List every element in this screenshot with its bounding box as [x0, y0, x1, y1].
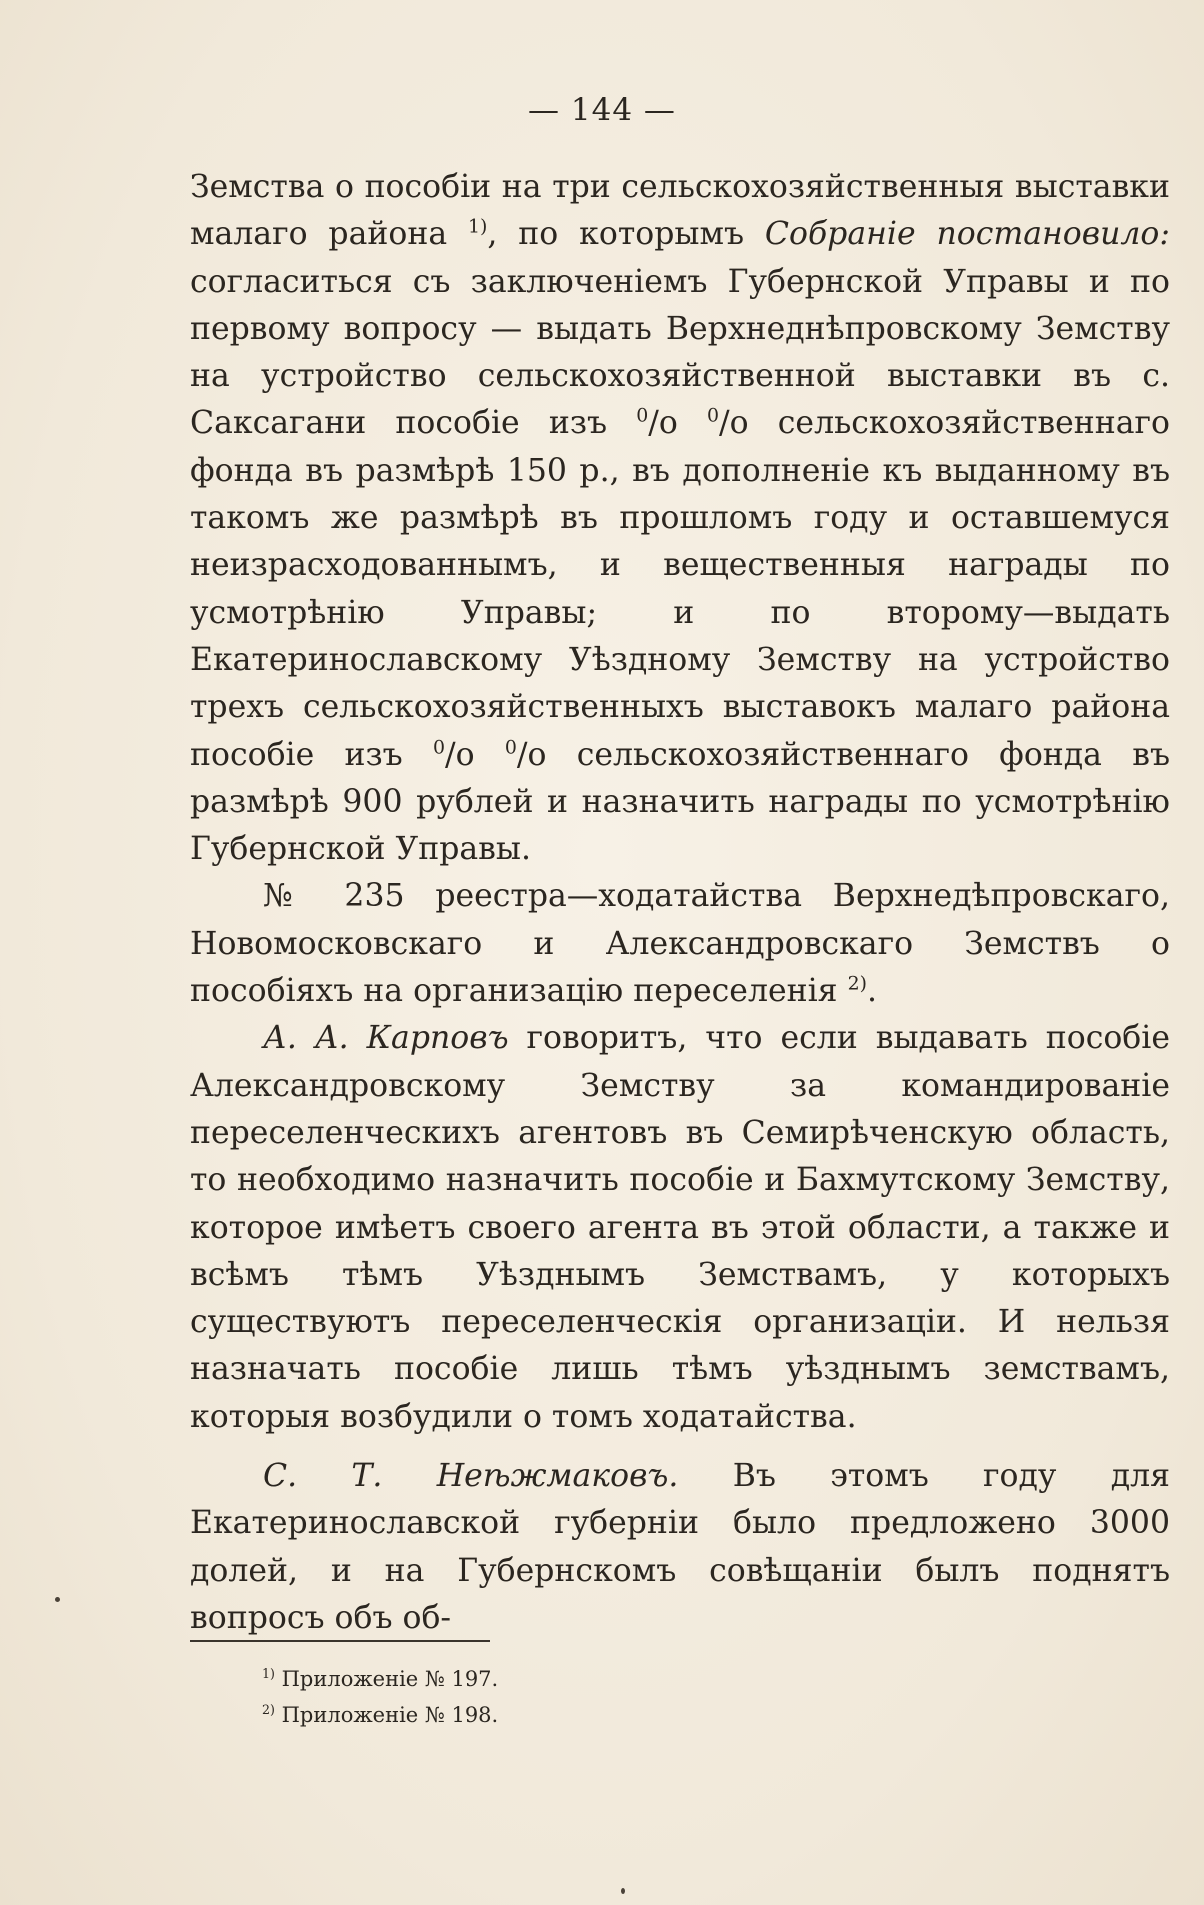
- text-run: , по которымъ: [487, 216, 765, 253]
- text-run: .: [866, 973, 877, 1010]
- text-run: /о: [445, 736, 505, 773]
- paragraph: [190, 873, 1170, 1015]
- body-text: [190, 164, 1170, 1642]
- footnote-marker: 1): [468, 215, 488, 238]
- footnote-text: Приложеніе № 198.: [274, 1703, 499, 1727]
- paragraph: [190, 1453, 1170, 1642]
- footnote-marker: 0: [432, 736, 446, 759]
- footnote-number: 2): [262, 1702, 275, 1717]
- speaker-name: Собраніе постановило:: [764, 216, 1170, 253]
- text-run: согласиться съ заключеніемъ Губернской Управы и по первому вопросу — выдать Верхнеднѣпровскому Земству на устройство сельскохозяйственной выставки въ с. Саксагани пособіе изъ: [190, 263, 1170, 442]
- text-run: Земства о пособіи на три сельскохозяйственныя выставки малаго района: [190, 169, 1170, 253]
- footnote-marker: 0: [707, 404, 720, 427]
- footnote-number: 1): [262, 1666, 275, 1681]
- footnote: [262, 1697, 498, 1733]
- text-run: /о сельскохозяйственнаго фонда въ размѣрѣ 150 р., въ дополненіе къ выданному въ такомъ же размѣрѣ въ прошломъ году и оставшемуся неизрасходованнымъ, и вещественныя награды по усмотрѣнію Управы; и по второму—выдать Екатеринославскому Уѣздному Земству на устройство трехъ сельскохозяйственныхъ выставокъ малаго района пособіе изъ: [190, 405, 1170, 773]
- text-run: /о сельскохозяйственнаго фонда въ размѣрѣ 900 рублей и назначить награды по усмотрѣнію Губернской Управы.: [190, 736, 1170, 868]
- footnote-text: Приложеніе № 197.: [274, 1667, 499, 1691]
- footnote-marker: 2): [847, 972, 867, 995]
- speaker-name: С. Т. Неѣжмаковъ.: [263, 1458, 679, 1495]
- footnote: [262, 1661, 498, 1697]
- footnotes: [262, 1661, 498, 1733]
- text-run: говоритъ, что если выдавать пособіе Александровскому Земству за командированіе переселенческихъ агентовъ въ Семирѣченскую область, то необходимо назначить пособіе и Бахмутскому Земству, которое имѣетъ своего агента въ этой области, а также и всѣмъ тѣмъ Уѣзднымъ Земствамъ, у которыхъ существуютъ переселенческія организаціи. И нельзя назначать пособіе лишь тѣмъ уѣзднымъ земствамъ, которыя возбудили о томъ ходатайства.: [190, 1020, 1170, 1435]
- footnote-divider: [190, 1640, 490, 1642]
- text-run: Въ этомъ году для Екатеринославской губерніи было предложено 3000 долей, и на Губернскомъ совѣщаніи былъ поднятъ вопросъ объ об-: [190, 1458, 1171, 1636]
- footnote-marker: 0: [504, 736, 517, 759]
- print-speck: [55, 1597, 60, 1602]
- paragraph: [190, 1015, 1170, 1441]
- text-run: № 235 реестра—ходатайства Верхнедѣпровскаго, Новомосковскаго и Александровскаго Земствъ о пособіяхъ на организацію переселенія: [190, 878, 1170, 1010]
- speaker-name: А. А. Карповъ: [263, 1020, 509, 1057]
- paragraph: [190, 164, 1170, 873]
- text-run: /о: [648, 405, 708, 442]
- print-speck: [621, 1888, 625, 1894]
- footnote-marker: 0: [636, 404, 649, 427]
- page-number: — 144 —: [528, 92, 676, 128]
